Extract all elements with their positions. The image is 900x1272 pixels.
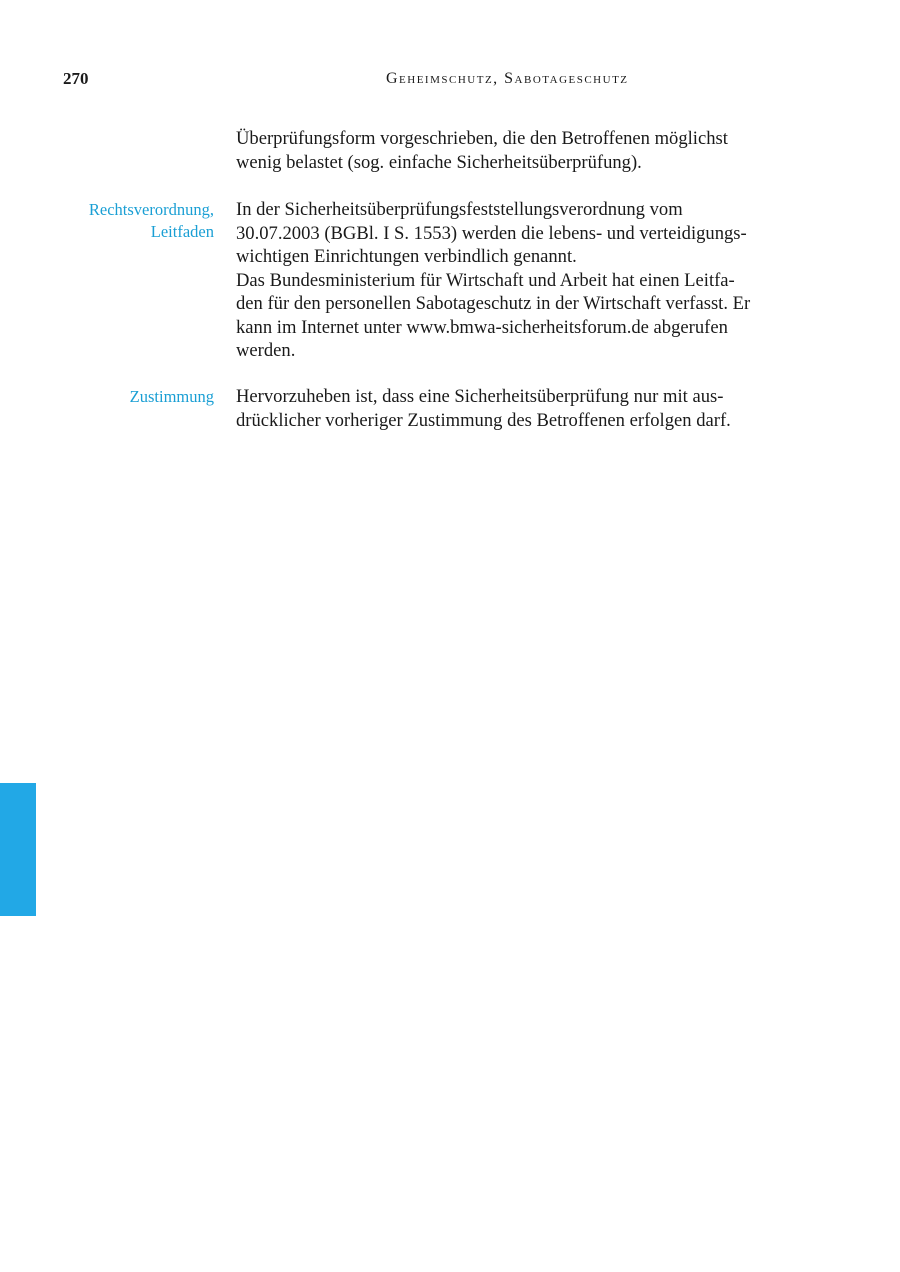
text-line: 30.07.2003 (BGBl. I S. 1553) werden die lebens- und verteidigungs- <box>236 222 747 244</box>
page-number: 270 <box>63 69 89 88</box>
margin-note-line: Rechtsverordnung, <box>88 200 214 219</box>
text-line: wenig belastet (sog. einfache Sicherheitsüberprüfung). <box>236 151 642 173</box>
margin-note-line: Leitfaden <box>150 221 214 241</box>
text-line: Hervorzuheben ist, dass eine Sicherheitsüberprüfung nur mit aus- <box>236 386 724 407</box>
chapter-thumb-tab <box>0 783 36 916</box>
paragraph-zustimmung <box>236 385 816 432</box>
text-line: drücklicher vorheriger Zustimmung des Betroffenen erfolgen darf. <box>236 409 731 431</box>
text-line: werden. <box>236 340 296 361</box>
running-head: Geheimschutz, Sabotageschutz <box>386 70 629 87</box>
paragraph-rechtsverordnung <box>236 198 816 363</box>
text-line: wichtigen Einrichtungen verbindlich genannt. <box>236 246 577 267</box>
margin-note-line: Zustimmung <box>129 387 214 406</box>
text-line: kann im Internet unter www.bmwa-sicherheitsforum.de abgerufen <box>236 316 728 338</box>
text-line: Das Bundesministerium für Wirtschaft und Arbeit hat einen Leitfa- <box>236 269 735 291</box>
margin-note-zustimmung <box>130 386 214 408</box>
paragraph-continuation <box>236 127 816 174</box>
margin-note-rechtsverordnung <box>89 199 214 242</box>
text-line: den für den personellen Sabotageschutz in der Wirtschaft verfasst. Er <box>236 293 751 314</box>
text-line: Überprüfungsform vorgeschrieben, die den Betroffenen möglichst <box>236 128 728 149</box>
text-line: In der Sicherheitsüberprüfungsfeststellungsverordnung vom <box>236 199 683 220</box>
